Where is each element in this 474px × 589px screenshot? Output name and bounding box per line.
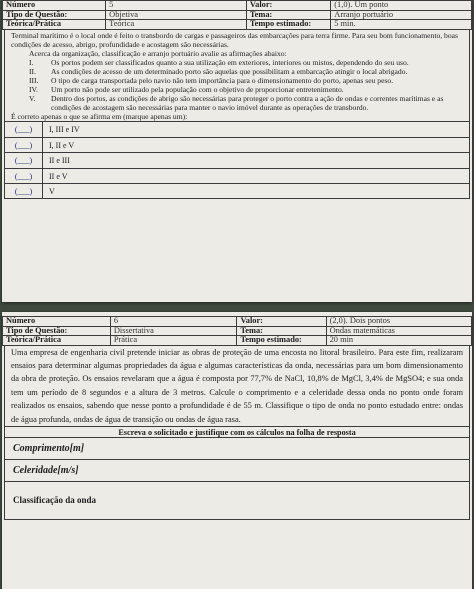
answer-option[interactable] [4, 137, 470, 153]
answer-option[interactable] [4, 152, 470, 168]
tempo-value: 20 min [326, 336, 471, 346]
valor-value: (2,0). Dois pontos [326, 317, 471, 327]
statement [11, 67, 463, 76]
option-label: V [49, 186, 55, 196]
tempo-label: Tempo estimado: [237, 336, 326, 346]
tema-value: Ondas matemáticas [326, 326, 471, 336]
tipo-value: Objetiva [106, 10, 247, 20]
tempo-value: 5 min. [331, 20, 472, 30]
teorica-value: Prática [110, 336, 237, 346]
problem-text: Uma empresa de engenharia civil pretende iniciar as obras de proteção de uma encosta no litoral brasileiro. Para este fim, realizaram ensaios para determinar algumas propriedades da água e algumas características da onda, necessárias para um bom dimensionamento da obra de proteção. Os ensaios revelaram que a água é composta por 77,7% de NaCl, 10,8% de MgCl, 3,4% de MgSO4; e sua onda tem um período de 8 segundos e a altura de 3 metros. Calcule o comprimento e a celeridade dessa onda no ponto onde foram realizados os ensaios, sabendo que nesse ponto a profundidade é de 55 m. Classifique o tipo de onda no ponto estudado entre: ondas de água profunda, ondas de água de transição ou ondas de água rasa. [11, 347, 463, 424]
comprimento-field[interactable]: Comprimento[m] [4, 438, 470, 460]
classificacao-field[interactable]: Classificação da onda [4, 482, 470, 520]
option-label: I, III e IV [49, 125, 80, 135]
numero-value: 6 [110, 317, 237, 327]
statement-number: IV. [29, 85, 38, 95]
question-6-body [4, 346, 470, 426]
question-6-sheet [2, 312, 472, 589]
statement-text: O tipo de carga transportada pelo navio não tem importância para o dimensionamento do porto, apenas seu peso. [51, 75, 394, 85]
question-text: É correto apenas o que se afirma em (marque apenas um): [11, 112, 188, 122]
teorica-value: Teórica [106, 20, 247, 30]
statement-text: Os portos podem ser classificados quanto a sua utilização em exteriores, interiores ou mistos, dependendo do seu uso. [51, 57, 409, 67]
numero-value: 5 [106, 1, 247, 11]
teorica-label: Teórica/Prática [3, 336, 111, 346]
statement-number: III. [29, 75, 39, 85]
option-label: II e III [49, 156, 70, 166]
statement [11, 85, 463, 94]
statement-text: Um porto não pode ser utilizado pela população com o objetivo de proporcionar entretenimento. [51, 85, 344, 95]
prompt-text: Acerca da organização, classificação e arranjo portuário avalie as afirmações abaixo: [29, 48, 287, 58]
statement-number: I. [29, 57, 34, 67]
celeridade-field[interactable]: Celeridade[m/s] [4, 460, 470, 482]
question-5-sheet [2, 0, 472, 302]
statement-text: As condições de acesso de um determinado porto são aquelas que possibilitam a embarcação atingir o local abrigado. [51, 66, 408, 76]
valor-label: Valor: [246, 1, 330, 11]
statement [11, 58, 463, 67]
option-label: II e V [49, 171, 68, 181]
option-label: I, II e V [49, 140, 75, 150]
tema-label: Tema: [237, 326, 326, 336]
numero-label: Número [3, 1, 106, 11]
question-5-header [2, 0, 472, 30]
tema-value: Arranjo portuário [331, 10, 472, 20]
tema-label: Tema: [246, 10, 330, 20]
tipo-value: Dissertativa [110, 326, 237, 336]
statement-number: V. [29, 94, 36, 104]
option-checkbox[interactable]: (___) [5, 138, 43, 153]
answer-option[interactable] [4, 168, 470, 184]
intro-text: Terminal marítimo é o local onde é feito o transbordo de cargas e passageiros das embarcações para terra firme. Para seu bom funcionamento, boas condições de acesso, abrigo, profundidade e acostagem são necessárias. [11, 30, 458, 49]
answer-option[interactable] [4, 121, 470, 137]
instruction-text: Escreva o solicitado e justifique com os cálculos na folha de resposta [4, 426, 470, 438]
teorica-label: Teórica/Prática [3, 20, 106, 30]
option-checkbox[interactable]: (___) [5, 122, 43, 137]
option-checkbox[interactable]: (___) [5, 153, 43, 168]
statement-number: II. [29, 66, 36, 76]
answer-option[interactable] [4, 183, 470, 199]
tipo-label: Tipo de Questão: [3, 326, 111, 336]
option-checkbox[interactable]: (___) [5, 169, 43, 184]
valor-label: Valor: [237, 317, 326, 327]
valor-value: (1,0). Um ponto [331, 1, 472, 11]
statement [11, 94, 463, 112]
statement [11, 76, 463, 85]
option-checkbox[interactable]: (___) [5, 184, 43, 198]
tempo-label: Tempo estimado: [246, 20, 330, 30]
tipo-label: Tipo de Questão: [3, 10, 106, 20]
statement-text: Dentro dos portos, as condições de abrigo são necessárias para proteger o porto contra a ação de ondas e correntes marítimas e as condições de acostagem são necessárias para manter o navio imóvel durante as operações de transbordo. [51, 94, 444, 113]
numero-label: Número [3, 317, 111, 327]
question-6-header [2, 316, 472, 346]
question-5-body [4, 30, 470, 122]
